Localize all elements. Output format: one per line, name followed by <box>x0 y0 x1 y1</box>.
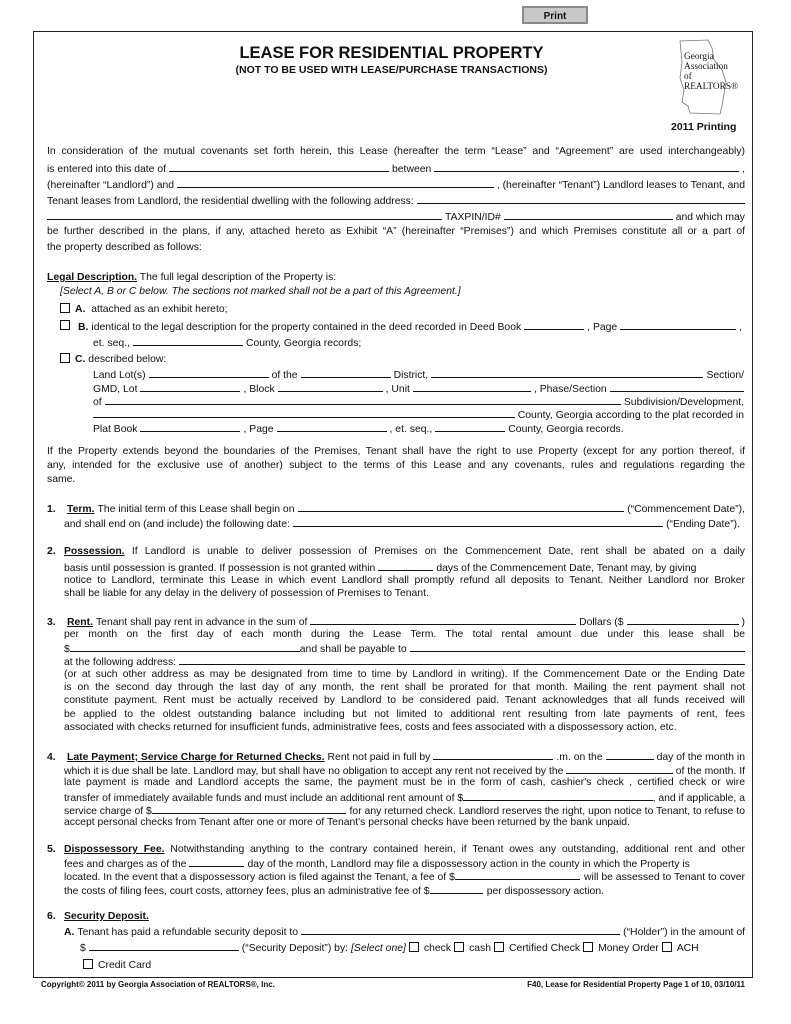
text: District, <box>393 370 429 381</box>
text: Section/ <box>706 370 744 381</box>
rent-line <box>64 642 745 655</box>
dispossessory-line <box>64 870 745 883</box>
text: days of the Commencement Date, Tenant may, by giving <box>436 563 697 574</box>
taxpin-field[interactable] <box>504 210 673 220</box>
text: the costs of filing fees, court costs, attorney fees, plus an administrative fee of $ <box>64 886 430 897</box>
option-check[interactable]: check <box>409 942 451 954</box>
section-heading: Legal Description. <box>47 272 138 283</box>
deposit-amount-field[interactable] <box>89 941 239 951</box>
county-field[interactable] <box>133 336 243 346</box>
logo-text: Georgia <box>684 52 714 62</box>
district-field[interactable] <box>301 368 391 378</box>
holder-field[interactable] <box>301 925 620 935</box>
deed-book-field[interactable] <box>524 320 584 330</box>
address-field[interactable] <box>417 194 745 204</box>
checkbox[interactable] <box>494 942 504 952</box>
text: .m. on the <box>556 752 603 763</box>
late-day-field[interactable] <box>566 764 672 774</box>
total-rent-field[interactable] <box>70 642 300 652</box>
checkbox[interactable] <box>662 942 672 952</box>
text: County, Georgia according to the plat recorded in <box>517 410 744 421</box>
text: (hereinafter “Landlord”) and <box>47 180 175 191</box>
text: will be assessed to Tenant to cover <box>584 872 745 883</box>
footer-copyright: Copyright© 2011 by Georgia Association of REALTORS®, Inc. <box>41 980 275 989</box>
rent-line: is on the second day through the last day of any month, the rent shall be prorated for that month. Mailing the rent payment shall not <box>64 682 745 693</box>
option-certified-check[interactable]: Certified Check <box>494 942 580 954</box>
option-money-order[interactable]: Money Order <box>583 942 659 954</box>
intro-line: In consideration of the mutual covenants set forth herein, this Lease (hereafter the term “Lease” and “Agreement” are used interchangeably) <box>47 146 745 157</box>
text: The initial term of this Lease shall begin on <box>97 504 295 515</box>
late-payment-line <box>64 791 745 804</box>
option-ach[interactable]: ACH <box>662 942 699 954</box>
plat-page-field[interactable] <box>277 422 387 432</box>
text: identical to the legal description for the property contained in the deed recorded in Deed Book <box>91 322 522 333</box>
print-button[interactable]: Print <box>522 6 588 24</box>
georgia-realtors-logo <box>662 38 748 118</box>
rent-line: 3. Rent. Tenant shall pay rent in advance in the sum of Dollars ($ ) <box>47 617 745 628</box>
rent-line: associated with checks returned for insufficient funds, administrative fees, costs and fees associated with a dispossessory action, etc. <box>64 722 677 733</box>
ending-date-field[interactable] <box>293 517 663 527</box>
checkbox-b[interactable] <box>60 320 70 330</box>
late-payment-line <box>64 764 745 777</box>
text: located. In the event that a dispossessory action is filed against the Tenant, a fee of $ <box>64 872 455 883</box>
item-label: A. <box>64 927 75 938</box>
term-line <box>47 502 745 515</box>
late-payment-line: late payment is made and Landlord accepts the same, the payment must be in the form of cash, cashier's check , certified check or wire <box>64 777 745 788</box>
text: GMD, Lot <box>93 384 138 395</box>
county-field[interactable] <box>93 408 515 418</box>
option-c-line <box>93 408 744 421</box>
text: , (hereinafter “Tenant”) Landlord leases to Tenant, and <box>496 180 745 191</box>
text: Plat Book <box>93 424 138 435</box>
text: [Select one] <box>351 943 406 954</box>
text: , et. seq., <box>389 424 433 435</box>
block-field[interactable] <box>278 382 383 392</box>
intro-line <box>47 178 745 191</box>
possession-line: 2. Possession. If Landlord is unable to deliver possession of Premises on the Commencement Date, rent shall be abated on a daily <box>47 546 745 557</box>
text: , Unit <box>385 384 410 395</box>
intro-line <box>47 210 745 223</box>
text: Tenant has paid a refundable security deposit to <box>77 927 299 938</box>
text: $ <box>80 943 86 954</box>
admin-fee-field[interactable] <box>430 884 483 894</box>
text: ) <box>741 617 745 628</box>
service-charge-field[interactable] <box>152 804 346 814</box>
time-field[interactable] <box>433 750 553 760</box>
day-field[interactable] <box>606 750 654 760</box>
checkbox[interactable] <box>583 942 593 952</box>
text: which it is due shall be late. Landlord may, but shall have no obligation to accept any rent not received by the <box>64 766 564 777</box>
option-cash[interactable]: cash <box>454 942 491 954</box>
section-heading: Late Payment; Service Charge for Returned Checks. <box>67 752 325 763</box>
printing-year: 2011 Printing <box>671 121 737 133</box>
rent-line <box>64 655 745 668</box>
page-field[interactable] <box>620 320 736 330</box>
rent-line: be applied to the oldest outstanding balance including but not limited to additional rent resulting from late payments of rent, fees <box>64 709 745 720</box>
possession-line: notice to Landlord, terminate this Lease in which event Landlord shall promptly refund all deposits to Tenant. Neither Landlord nor Broker <box>64 575 745 586</box>
intro-line <box>47 194 745 207</box>
commencement-date-field[interactable] <box>298 502 625 512</box>
text: Tenant shall pay rent in advance in the sum of <box>95 617 308 628</box>
text: Dollars ($ <box>579 617 624 628</box>
phase-field[interactable] <box>610 382 744 392</box>
document-subtitle: (NOT TO BE USED WITH LEASE/PURCHASE TRANSACTIONS) <box>235 64 548 76</box>
section-number: 1. <box>47 504 56 515</box>
subdivision-field[interactable] <box>105 395 621 405</box>
rent-line: per month on the first day of each month during the Lease Term. The total rental amount due under this lease shall be <box>64 629 745 640</box>
intro-line: the property described as follows: <box>47 242 202 253</box>
section-heading: Term. <box>67 504 95 515</box>
legal-description <box>47 272 336 283</box>
option-c-line <box>93 382 744 395</box>
text: of <box>93 397 102 408</box>
section-heading: Rent. <box>67 617 93 628</box>
legal-instruction: [Select A, B or C below. The sections not marked shall not be a part of this Agreement.] <box>60 286 461 297</box>
late-fee-field[interactable] <box>463 791 652 801</box>
text: Rent not paid in full by <box>327 752 431 763</box>
text: per dispossessory action. <box>486 886 604 897</box>
extends-line: If the Property extends beyond the boundaries of the Premises, Tenant shall have the right to use Property (except for any portion thereof, if <box>47 446 745 457</box>
option-c-line <box>93 368 744 381</box>
text: transfer of immediately available funds and must include an additional rent amount of $ <box>64 793 464 804</box>
unit-field[interactable] <box>413 382 531 392</box>
text: day of the month, Landlord may file a dispossessory action in the county in which the Property is <box>247 859 690 870</box>
checkbox[interactable] <box>409 942 419 952</box>
text: (“Security Deposit”) by: <box>241 943 349 954</box>
text: , Page <box>587 322 618 333</box>
text: day of the month in <box>656 752 745 763</box>
text: County, Georgia records. <box>508 424 624 435</box>
possession-line <box>64 561 745 574</box>
dispossessory-line <box>64 884 604 897</box>
text: TAXPIN/ID# <box>445 212 501 223</box>
checkbox[interactable] <box>83 959 93 969</box>
text: and shall end on (and include) the following date: <box>64 519 290 530</box>
security-deposit-line <box>80 941 745 954</box>
rent-amount-field[interactable] <box>627 615 739 625</box>
text: , Page <box>243 424 274 435</box>
intro-line: be further described in the plans, if any, attached hereto as Exhibit “A” (hereinafter “Premises”) and which Premises constitute all or a part of <box>47 226 745 237</box>
plat-book-field[interactable] <box>140 422 240 432</box>
plat-county-field[interactable] <box>435 422 505 432</box>
late-payment-line: accept personal checks from Tenant after one or more of Tenant's personal checks have been returned by the bank unpaid. <box>64 817 630 828</box>
text: is entered into this date of <box>47 164 166 175</box>
text: service charge of $ <box>64 806 152 817</box>
checkbox-a[interactable] <box>60 303 70 313</box>
text: between <box>392 164 432 175</box>
payment-address-field[interactable] <box>179 655 745 665</box>
dispossessory-line: 5. Dispossessory Fee. Notwithstanding anything to the contrary contained herein, if Tenant owes any outstanding, additional rent and other <box>47 844 746 855</box>
tenant-field[interactable] <box>177 178 494 188</box>
lot-field[interactable] <box>140 382 240 392</box>
text: basis until possession is granted. If possession is not granted within <box>64 563 376 574</box>
text: , and if applicable, a <box>652 793 745 804</box>
footer-form-id: F40, Lease for Residential Property Page 1 of 10, 03/10/11 <box>527 980 745 989</box>
land-lot-field[interactable] <box>149 368 269 378</box>
logo-text: Association <box>684 62 728 72</box>
option-a: A. attached as an exhibit hereto; <box>60 303 228 315</box>
option-c: C. described below: <box>60 353 166 365</box>
section-field[interactable] <box>431 368 703 378</box>
text: , Block <box>243 384 275 395</box>
text: $ <box>64 644 70 655</box>
text: , <box>742 164 745 175</box>
payable-to-field[interactable] <box>410 642 745 652</box>
text: and shall be payable to <box>299 644 407 655</box>
extends-line: same. <box>47 474 76 485</box>
text: , <box>739 322 742 333</box>
document-title: LEASE FOR RESIDENTIAL PROPERTY <box>239 44 544 62</box>
text: County, Georgia records; <box>245 338 362 349</box>
text: et. seq., <box>93 338 130 349</box>
security-deposit-heading: 6. Security Deposit. <box>47 911 149 922</box>
address-field-2[interactable] <box>47 210 442 220</box>
checkbox-c[interactable] <box>60 353 70 363</box>
date-field[interactable] <box>169 162 389 172</box>
text: (“Ending Date”). <box>666 519 740 530</box>
late-payment-line <box>64 804 745 817</box>
text: The full legal description of the Property is: <box>139 272 337 283</box>
option-credit-card[interactable]: Credit Card <box>83 959 151 971</box>
option-b: B. identical to the legal description for the property contained in the deed recorded in Deed Book , Page , <box>60 320 742 333</box>
checkbox[interactable] <box>454 942 464 952</box>
text: (“Commencement Date”), <box>627 504 745 515</box>
option-c-line <box>93 395 744 408</box>
possession-line: shall be liable for any delay in the delivery of possession of Premises to Tenant. <box>64 588 429 599</box>
option-b-line2 <box>93 336 393 349</box>
rent-line: constitute payment. Rent must be actually received by Landlord to be considered paid. Tenant acknowledges that all funds received will <box>64 695 745 706</box>
day-field[interactable] <box>189 857 244 867</box>
days-field[interactable] <box>378 561 433 571</box>
text: Land Lot(s) <box>93 370 146 381</box>
security-deposit-line <box>64 925 745 938</box>
text: Tenant leases from Landlord, the residential dwelling with the following address: <box>47 196 414 207</box>
landlord-field[interactable] <box>434 162 739 172</box>
text: of the <box>271 370 298 381</box>
rent-line: (or at such other address as may be designated from time to time by Landlord in writing). If the Commencement Date or the Ending Date <box>64 669 745 680</box>
text: fees and charges as of the <box>64 859 187 870</box>
option-c-line <box>93 422 653 435</box>
text: at the following address: <box>64 657 177 668</box>
rent-words-field[interactable] <box>310 615 576 625</box>
extends-line: any, intended for the exclusive use of another) subject to the terms of this Lease and any covenants, rules and regulations regarding the <box>47 460 745 471</box>
dispossessory-line <box>64 857 745 870</box>
text: for any returned check. Landlord reserves the right, upon notice to Tenant, to refuse to <box>349 806 745 817</box>
intro-line <box>47 162 745 175</box>
logo-text: of REALTORS® <box>684 72 739 92</box>
text: Subdivision/Development, <box>623 397 744 408</box>
text: and which may <box>675 212 745 223</box>
text: , Phase/Section <box>533 384 607 395</box>
late-payment-line: 4. Late Payment; Service Charge for Returned Checks. Rent not paid in full by .m. on the day of the month in <box>47 752 745 763</box>
filing-fee-field[interactable] <box>455 870 580 880</box>
term-line <box>64 517 740 530</box>
text: of the month. If <box>675 766 745 777</box>
text: (“Holder”) in the amount of <box>623 927 745 938</box>
